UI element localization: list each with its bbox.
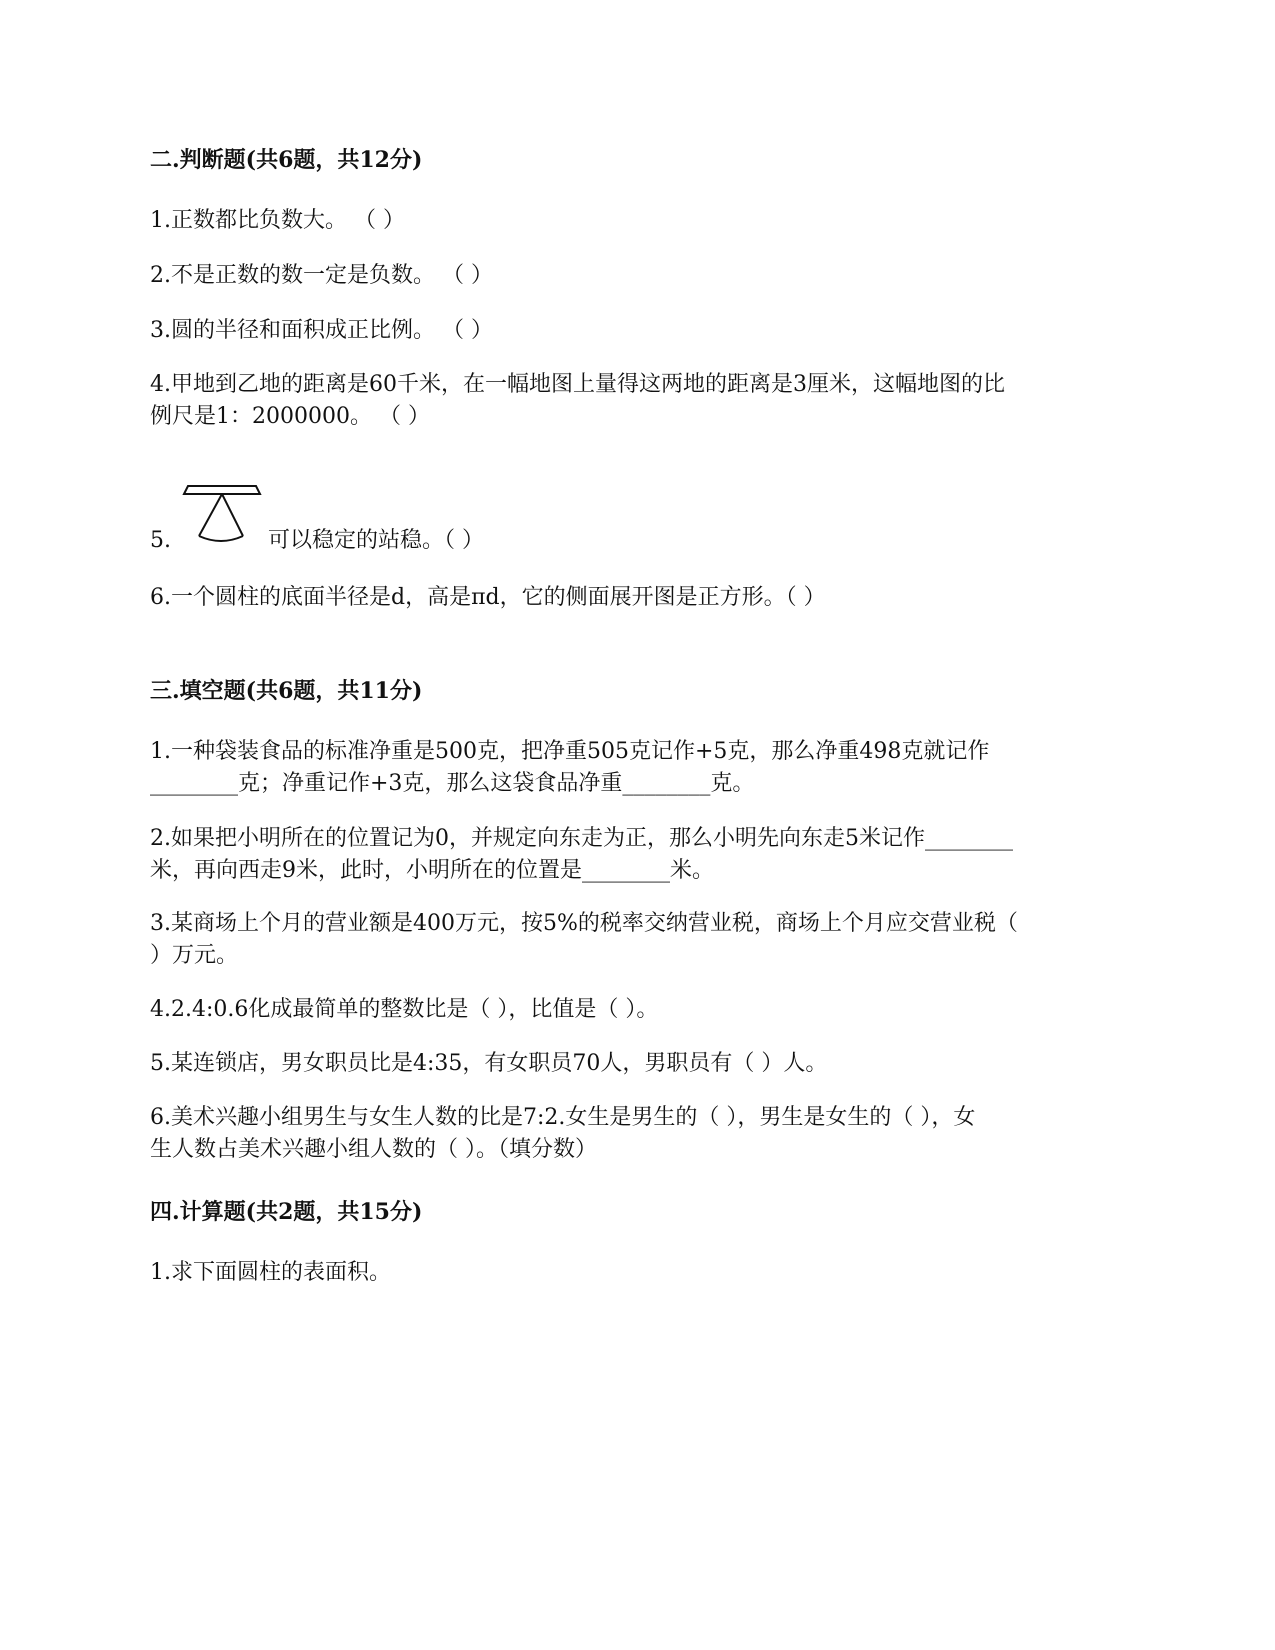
fill-question-2-line-2: 米，再向西走9米，此时，小明所在的位置是________米。 [150,858,714,883]
fill-question-6-line-2: 生人数占美术兴趣小组人数的（ ）。（填分数） [150,1137,597,1162]
calc-question-1: 1.求下面圆柱的表面积。 [150,1260,391,1285]
judge-question-2: 2.不是正数的数一定是负数。 （ ） [150,263,493,288]
table-cone-figure [180,482,264,544]
cone-right-edge [222,494,243,536]
fill-question-3-line-2: ）万元。 [150,943,239,968]
fill-question-6-line-1: 6.美术兴趣小组男生与女生人数的比是7:2.女生是男生的（ ），男生是女生的（ ），女 [150,1105,976,1130]
judge-question-4-line-2: 例尺是1：2000000。 （ ） [150,404,430,429]
fill-question-2-line-1: 2.如果把小明所在的位置记为0，并规定向东走为正，那么小明先向东走5米记作________ [150,826,1013,851]
judge-question-5-number: 5. [150,528,171,553]
fill-question-3-line-1: 3.某商场上个月的营业额是400万元，按5%的税率交纳营业税，商场上个月应交营业税（ [150,911,1018,936]
fill-question-1-line-1: 1.一种袋装食品的标准净重是500克，把净重505克记作+5克，那么净重498克就记作 [150,739,990,764]
judge-question-4-line-1: 4.甲地到乙地的距离是60千米，在一幅地图上量得这两地的距离是3厘米，这幅地图的比 [150,372,1005,397]
fill-question-4: 4.2.4:0.6化成最简单的整数比是（ ），比值是（ ）。 [150,997,659,1022]
section-4-heading: 四.计算题(共2题，共15分) [150,1199,423,1225]
judge-question-5-text: 可以稳定的站稳。（ ） [268,528,484,553]
judge-question-3: 3.圆的半径和面积成正比例。 （ ） [150,318,493,343]
cone-base-arc [199,536,243,541]
section-2-heading: 二.判断题(共6题，共12分) [150,147,423,173]
section-3-heading: 三.填空题(共6题，共11分) [150,678,423,704]
cone-left-edge [199,494,222,536]
fill-question-5: 5.某连锁店，男女职员比是4:35，有女职员70人，男职员有（ ）人。 [150,1051,828,1076]
judge-question-6: 6.一个圆柱的底面半径是d，高是πd，它的侧面展开图是正方形。（ ） [150,585,826,610]
fill-question-1-line-2: ________克；净重记作+3克，那么这袋食品净重________克。 [150,771,755,796]
tabletop-shape [184,486,260,494]
judge-question-1: 1.正数都比负数大。 （ ） [150,208,405,233]
